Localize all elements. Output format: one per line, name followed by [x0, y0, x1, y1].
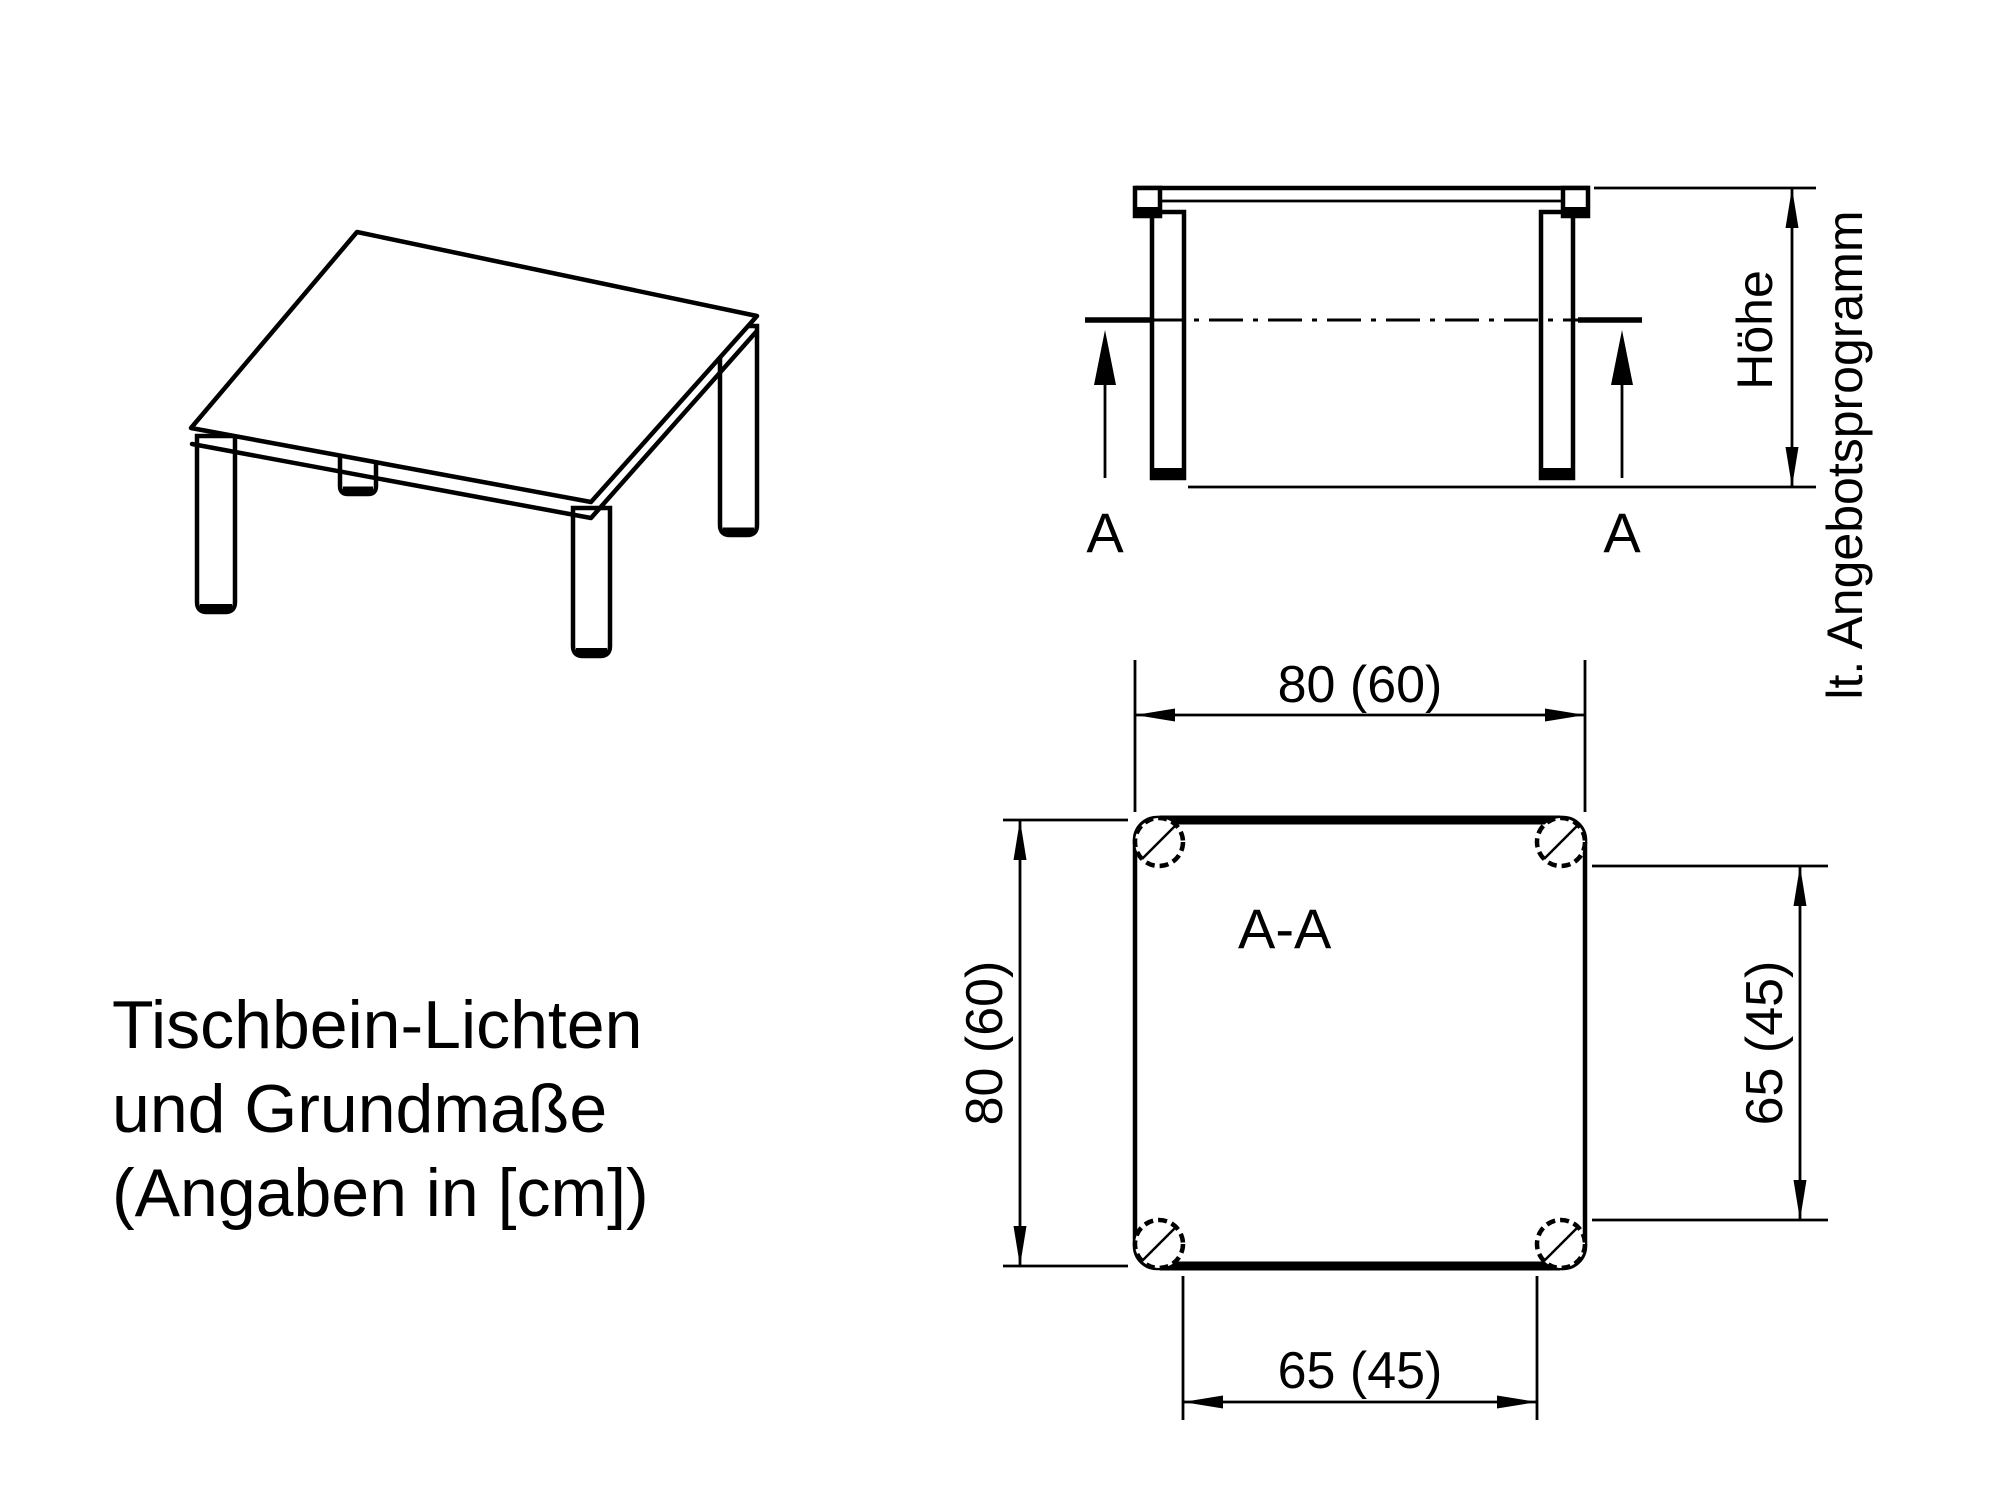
- iso-left-leg: [197, 436, 235, 612]
- arrow-up: [1794, 866, 1807, 906]
- arrow-down: [1794, 1180, 1807, 1220]
- elevation-view: [1085, 188, 1873, 700]
- dimension-text-top: 80 (60): [1277, 656, 1443, 714]
- section-label-left: A: [1086, 501, 1124, 564]
- section-arrow-left: [1086, 330, 1124, 564]
- elevation-right-leg: [1541, 212, 1573, 478]
- dimension-text-bottom: 65 (45): [1277, 1342, 1443, 1400]
- height-dimension-note: lt. Angebotsprogramm: [1817, 210, 1873, 700]
- height-arrow-down: [1786, 447, 1799, 487]
- plan-leg-bottom-right: [1537, 1220, 1585, 1268]
- arrow-right: [1545, 709, 1585, 722]
- plan-section-title: A-A: [1238, 897, 1332, 960]
- plan-tabletop-outline: [1135, 818, 1585, 1268]
- plan-leg-top-left: [1135, 818, 1183, 866]
- section-arrow-left-head: [1094, 330, 1116, 385]
- plan-leg-bottom-left: [1135, 1220, 1183, 1268]
- caption-line-3: (Angaben in [cm]): [112, 1155, 649, 1231]
- arrow-down: [1014, 1226, 1027, 1266]
- isometric-view: [191, 232, 757, 656]
- dimension-top-width: [1135, 656, 1585, 812]
- dimension-right-clearance: [1592, 866, 1828, 1220]
- dimension-text-right: 65 (45): [1736, 960, 1794, 1126]
- dimension-bottom-clearance: [1183, 1276, 1537, 1420]
- iso-right-leg: [720, 326, 757, 535]
- height-dimension-label: Höhe: [1727, 270, 1783, 390]
- dimension-left-depth: [956, 820, 1128, 1266]
- elevation-left-leg: [1152, 212, 1184, 478]
- plan-view: [956, 656, 1828, 1420]
- caption-line-1: Tischbein-Lichten: [112, 987, 643, 1063]
- arrow-right: [1497, 1396, 1537, 1409]
- arrow-left: [1135, 709, 1175, 722]
- elevation-right-joint: [1565, 207, 1586, 216]
- elevation-left-joint: [1137, 207, 1158, 216]
- height-arrow-up: [1786, 188, 1799, 228]
- caption: [112, 987, 649, 1231]
- arrow-up: [1014, 820, 1027, 860]
- section-arrow-right-head: [1611, 330, 1633, 385]
- elevation-left-leg-foot: [1150, 468, 1186, 479]
- caption-line-2: und Grundmaße: [112, 1071, 608, 1147]
- section-label-right: A: [1603, 501, 1641, 564]
- section-arrow-right: [1603, 330, 1641, 564]
- height-dimension: [1594, 188, 1816, 487]
- arrow-left: [1183, 1396, 1223, 1409]
- dimension-text-left: 80 (60): [956, 960, 1014, 1126]
- plan-leg-top-right: [1537, 818, 1585, 866]
- elevation-right-leg-foot: [1539, 468, 1575, 479]
- iso-front-leg: [573, 508, 610, 656]
